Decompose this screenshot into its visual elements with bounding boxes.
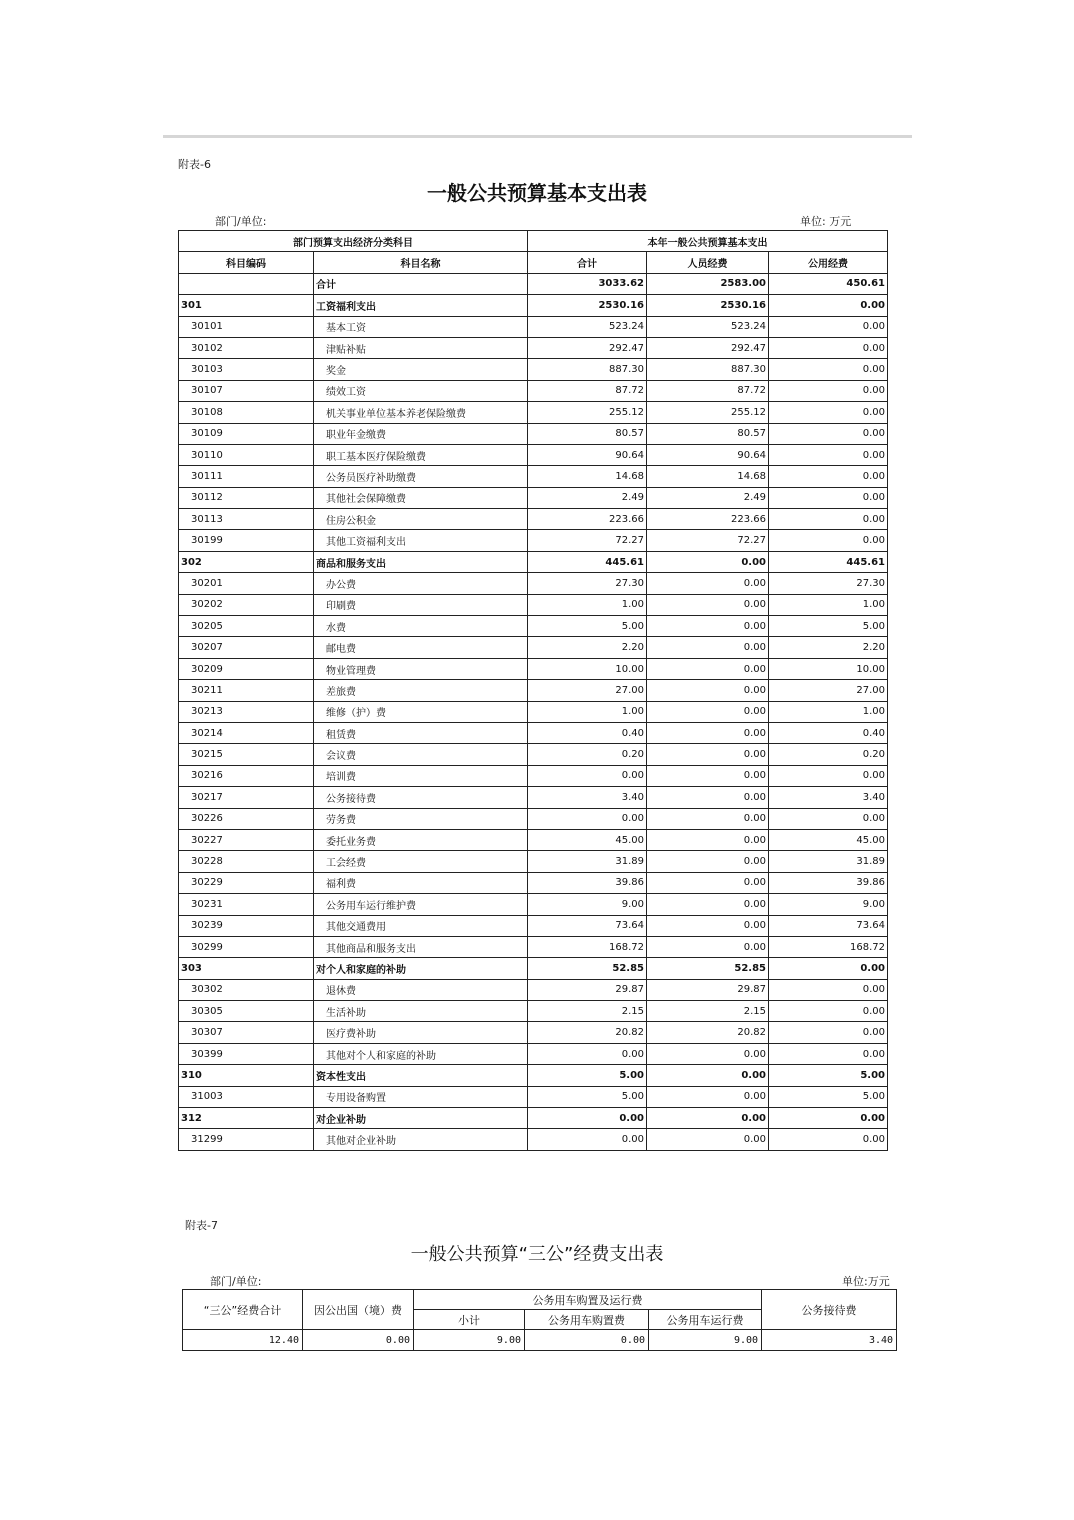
row-personnel: 887.30 xyxy=(647,359,769,380)
row-personnel: 0.00 xyxy=(647,680,769,701)
row-name: 专用设备购置 xyxy=(314,1086,528,1107)
row-public: 0.00 xyxy=(769,958,888,979)
row-name: 机关事业单位基本养老保险缴费 xyxy=(314,402,528,423)
row-total: 9.00 xyxy=(528,894,647,915)
row-total: 0.20 xyxy=(528,744,647,765)
basic-expenditure-table xyxy=(178,230,888,1151)
row-code: 30215 xyxy=(179,744,314,765)
table-body xyxy=(179,273,888,1150)
row-name: 差旅费 xyxy=(314,680,528,701)
header-total: 合计 xyxy=(528,252,647,273)
row-name: 会议费 xyxy=(314,744,528,765)
table-row xyxy=(179,1001,888,1022)
row-total: 0.00 xyxy=(528,1129,647,1150)
header-sangong-total: “三公”经费合计 xyxy=(183,1290,303,1330)
row-name: 资本性支出 xyxy=(314,1065,528,1086)
row-public: 5.00 xyxy=(769,616,888,637)
row-name: 邮电费 xyxy=(314,637,528,658)
row-personnel: 0.00 xyxy=(647,1065,769,1086)
row-name: 其他工资福利支出 xyxy=(314,530,528,551)
row-public: 0.40 xyxy=(769,722,888,743)
row-name: 住房公积金 xyxy=(314,509,528,530)
row-personnel: 0.00 xyxy=(647,872,769,893)
row-total: 45.00 xyxy=(528,829,647,850)
row-public: 0.00 xyxy=(769,487,888,508)
row-total: 14.68 xyxy=(528,466,647,487)
table-row xyxy=(179,872,888,893)
row-total: 39.86 xyxy=(528,872,647,893)
table-row xyxy=(179,979,888,1000)
row-personnel: 0.00 xyxy=(647,915,769,936)
table-row xyxy=(179,295,888,316)
table-row xyxy=(179,1108,888,1129)
row-public: 0.00 xyxy=(769,444,888,465)
row-name: 对企业补助 xyxy=(314,1108,528,1129)
row-code: 30102 xyxy=(179,337,314,358)
row-total: 27.30 xyxy=(528,573,647,594)
row-code: 30199 xyxy=(179,530,314,551)
row-code: 30307 xyxy=(179,1022,314,1043)
row-total: 72.27 xyxy=(528,530,647,551)
row-public: 45.00 xyxy=(769,829,888,850)
row-code: 30110 xyxy=(179,444,314,465)
table-row xyxy=(179,1086,888,1107)
row-name: 工资福利支出 xyxy=(314,295,528,316)
row-code: 302 xyxy=(179,551,314,572)
row-total: 1.00 xyxy=(528,701,647,722)
header-reception: 公务接待费 xyxy=(762,1290,897,1330)
row-name: 水费 xyxy=(314,616,528,637)
row-code: 30112 xyxy=(179,487,314,508)
table1-dept-label: 部门/单位: xyxy=(215,215,267,228)
row-total: 87.72 xyxy=(528,380,647,401)
table-row xyxy=(179,487,888,508)
row-name: 培训费 xyxy=(314,765,528,786)
row-public: 31.89 xyxy=(769,851,888,872)
table-row xyxy=(179,444,888,465)
top-divider xyxy=(163,135,912,138)
table-row xyxy=(179,894,888,915)
row-total: 5.00 xyxy=(528,1065,647,1086)
table-row xyxy=(179,380,888,401)
row-personnel: 90.64 xyxy=(647,444,769,465)
header-code: 科目编码 xyxy=(179,252,314,273)
row-personnel: 0.00 xyxy=(647,1043,769,1064)
row-total: 223.66 xyxy=(528,509,647,530)
row-personnel: 0.00 xyxy=(647,701,769,722)
row-name: 其他商品和服务支出 xyxy=(314,936,528,957)
row-total: 29.87 xyxy=(528,979,647,1000)
row-personnel: 2530.16 xyxy=(647,295,769,316)
row-name: 生活补助 xyxy=(314,1001,528,1022)
header-basic-expenditure: 本年一般公共预算基本支出 xyxy=(528,231,888,252)
row-name: 福利费 xyxy=(314,872,528,893)
row-public: 1.00 xyxy=(769,701,888,722)
table-row xyxy=(179,337,888,358)
row-personnel: 2583.00 xyxy=(647,273,769,294)
table-row xyxy=(179,658,888,679)
row-code xyxy=(179,273,314,294)
row-personnel: 0.00 xyxy=(647,787,769,808)
row-public: 3.40 xyxy=(769,787,888,808)
row-public: 5.00 xyxy=(769,1086,888,1107)
row-public: 0.00 xyxy=(769,295,888,316)
row-total: 445.61 xyxy=(528,551,647,572)
row-code: 30399 xyxy=(179,1043,314,1064)
table-row xyxy=(179,680,888,701)
row-name: 工会经费 xyxy=(314,851,528,872)
row-total: 2530.16 xyxy=(528,295,647,316)
table-row xyxy=(179,787,888,808)
table-row xyxy=(183,1330,897,1351)
row-name: 劳务费 xyxy=(314,808,528,829)
row-name: 商品和服务支出 xyxy=(314,551,528,572)
table-row xyxy=(179,722,888,743)
row-personnel: 2.49 xyxy=(647,487,769,508)
row-code: 30216 xyxy=(179,765,314,786)
row-personnel: 0.00 xyxy=(647,637,769,658)
table-row xyxy=(179,402,888,423)
row-personnel: 0.00 xyxy=(647,808,769,829)
row-code: 30299 xyxy=(179,936,314,957)
row-personnel: 0.00 xyxy=(647,722,769,743)
row-code: 301 xyxy=(179,295,314,316)
annex-label-7: 附表-7 xyxy=(185,1219,218,1232)
row-total: 2.15 xyxy=(528,1001,647,1022)
row-personnel: 0.00 xyxy=(647,551,769,572)
header-public: 公用经费 xyxy=(769,252,888,273)
row-public: 0.00 xyxy=(769,1129,888,1150)
row-public: 0.00 xyxy=(769,337,888,358)
row-public: 0.00 xyxy=(769,979,888,1000)
table-row xyxy=(179,573,888,594)
table-row xyxy=(179,359,888,380)
row-public: 0.00 xyxy=(769,380,888,401)
table-row xyxy=(179,958,888,979)
table-row xyxy=(179,551,888,572)
row-public: 0.00 xyxy=(769,765,888,786)
table-row xyxy=(179,273,888,294)
row-total: 80.57 xyxy=(528,423,647,444)
header-vehicle-operation: 公务用车运行费 xyxy=(649,1310,762,1330)
header-abroad: 因公出国（境）费 xyxy=(303,1290,414,1330)
table-row xyxy=(179,423,888,444)
row-public: 0.00 xyxy=(769,530,888,551)
row-total: 3033.62 xyxy=(528,273,647,294)
row-total: 0.40 xyxy=(528,722,647,743)
table-row xyxy=(179,616,888,637)
header-personnel: 人员经费 xyxy=(647,252,769,273)
table-row xyxy=(179,808,888,829)
row-total: 10.00 xyxy=(528,658,647,679)
table-row xyxy=(179,466,888,487)
row-public: 0.00 xyxy=(769,808,888,829)
row-name: 津贴补贴 xyxy=(314,337,528,358)
row-name: 奖金 xyxy=(314,359,528,380)
row-code: 31299 xyxy=(179,1129,314,1150)
row-name: 其他对个人和家庭的补助 xyxy=(314,1043,528,1064)
row-personnel: 0.00 xyxy=(647,594,769,615)
row-total: 5.00 xyxy=(528,616,647,637)
row-public: 0.00 xyxy=(769,1108,888,1129)
row-name: 物业管理费 xyxy=(314,658,528,679)
annex-label-6: 附表-6 xyxy=(178,158,211,171)
row-code: 30201 xyxy=(179,573,314,594)
row-personnel: 20.82 xyxy=(647,1022,769,1043)
row-public: 0.00 xyxy=(769,316,888,337)
row-public: 0.00 xyxy=(769,1022,888,1043)
header-vehicle-purchase: 公务用车购置费 xyxy=(525,1310,649,1330)
row-public: 73.64 xyxy=(769,915,888,936)
table1-title: 一般公共预算基本支出表 xyxy=(427,181,647,205)
row-personnel: 0.00 xyxy=(647,658,769,679)
row-public: 0.00 xyxy=(769,402,888,423)
row-code: 30229 xyxy=(179,872,314,893)
row-code: 31003 xyxy=(179,1086,314,1107)
row-code: 30214 xyxy=(179,722,314,743)
row-code: 30228 xyxy=(179,851,314,872)
row-personnel: 52.85 xyxy=(647,958,769,979)
row-code: 30239 xyxy=(179,915,314,936)
row-name: 其他社会保障缴费 xyxy=(314,487,528,508)
row-personnel: 0.00 xyxy=(647,1108,769,1129)
row-total: 168.72 xyxy=(528,936,647,957)
value-vehicle-operation: 9.00 xyxy=(649,1330,762,1351)
table-row xyxy=(179,744,888,765)
header-vehicle-group: 公务用车购置及运行费 xyxy=(414,1290,762,1310)
table-row xyxy=(179,1065,888,1086)
row-code: 30103 xyxy=(179,359,314,380)
row-code: 30107 xyxy=(179,380,314,401)
header-economic-classification: 部门预算支出经济分类科目 xyxy=(179,231,528,252)
row-public: 450.61 xyxy=(769,273,888,294)
row-total: 523.24 xyxy=(528,316,647,337)
row-total: 73.64 xyxy=(528,915,647,936)
row-personnel: 0.00 xyxy=(647,1129,769,1150)
table-row xyxy=(179,765,888,786)
row-code: 30209 xyxy=(179,658,314,679)
row-code: 30305 xyxy=(179,1001,314,1022)
row-personnel: 0.00 xyxy=(647,936,769,957)
row-total: 0.00 xyxy=(528,765,647,786)
value-vehicle-purchase: 0.00 xyxy=(525,1330,649,1351)
row-total: 0.00 xyxy=(528,1108,647,1129)
row-name: 公务接待费 xyxy=(314,787,528,808)
header-name: 科目名称 xyxy=(314,252,528,273)
row-personnel: 0.00 xyxy=(647,1086,769,1107)
row-total: 887.30 xyxy=(528,359,647,380)
row-personnel: 0.00 xyxy=(647,616,769,637)
row-total: 255.12 xyxy=(528,402,647,423)
row-name: 基本工资 xyxy=(314,316,528,337)
row-total: 292.47 xyxy=(528,337,647,358)
row-public: 0.00 xyxy=(769,466,888,487)
row-public: 10.00 xyxy=(769,658,888,679)
row-code: 30207 xyxy=(179,637,314,658)
row-public: 0.00 xyxy=(769,509,888,530)
row-public: 27.00 xyxy=(769,680,888,701)
row-total: 52.85 xyxy=(528,958,647,979)
row-name: 对个人和家庭的补助 xyxy=(314,958,528,979)
row-public: 39.86 xyxy=(769,872,888,893)
row-name: 绩效工资 xyxy=(314,380,528,401)
row-code: 30211 xyxy=(179,680,314,701)
table-row xyxy=(179,1129,888,1150)
row-name: 医疗费补助 xyxy=(314,1022,528,1043)
table-row xyxy=(179,915,888,936)
row-name: 委托业务费 xyxy=(314,829,528,850)
row-code: 30231 xyxy=(179,894,314,915)
table-row xyxy=(179,829,888,850)
row-public: 27.30 xyxy=(769,573,888,594)
row-personnel: 2.15 xyxy=(647,1001,769,1022)
row-code: 30113 xyxy=(179,509,314,530)
row-personnel: 0.00 xyxy=(647,744,769,765)
row-name: 维修（护）费 xyxy=(314,701,528,722)
table-row xyxy=(179,637,888,658)
row-personnel: 523.24 xyxy=(647,316,769,337)
row-total: 31.89 xyxy=(528,851,647,872)
row-total: 0.00 xyxy=(528,1043,647,1064)
row-name: 职业年金缴费 xyxy=(314,423,528,444)
row-total: 3.40 xyxy=(528,787,647,808)
table-row xyxy=(179,936,888,957)
row-personnel: 87.72 xyxy=(647,380,769,401)
value-reception: 3.40 xyxy=(762,1330,897,1351)
value-sangong-total: 12.40 xyxy=(183,1330,303,1351)
row-code: 30108 xyxy=(179,402,314,423)
table2-dept-label: 部门/单位: xyxy=(210,1275,262,1288)
row-total: 2.49 xyxy=(528,487,647,508)
row-public: 0.00 xyxy=(769,1043,888,1064)
table2-title: 一般公共预算“三公”经费支出表 xyxy=(410,1244,664,1265)
row-code: 312 xyxy=(179,1108,314,1129)
row-personnel: 0.00 xyxy=(647,765,769,786)
value-abroad: 0.00 xyxy=(303,1330,414,1351)
row-public: 2.20 xyxy=(769,637,888,658)
row-personnel: 255.12 xyxy=(647,402,769,423)
row-personnel: 29.87 xyxy=(647,979,769,1000)
row-code: 30109 xyxy=(179,423,314,444)
row-name: 印刷费 xyxy=(314,594,528,615)
table-row xyxy=(179,530,888,551)
row-name: 退休费 xyxy=(314,979,528,1000)
row-code: 30227 xyxy=(179,829,314,850)
header-subtotal: 小计 xyxy=(414,1310,525,1330)
sangong-expenditure-table xyxy=(182,1289,897,1351)
row-name: 租赁费 xyxy=(314,722,528,743)
row-personnel: 0.00 xyxy=(647,829,769,850)
row-public: 0.00 xyxy=(769,359,888,380)
row-name: 公务员医疗补助缴费 xyxy=(314,466,528,487)
row-total: 5.00 xyxy=(528,1086,647,1107)
row-code: 310 xyxy=(179,1065,314,1086)
row-code: 30217 xyxy=(179,787,314,808)
row-name: 办公费 xyxy=(314,573,528,594)
table-row xyxy=(179,1022,888,1043)
row-public: 168.72 xyxy=(769,936,888,957)
row-total: 27.00 xyxy=(528,680,647,701)
row-personnel: 0.00 xyxy=(647,573,769,594)
table2-unit-label: 单位:万元 xyxy=(842,1275,890,1288)
table-row xyxy=(179,509,888,530)
row-public: 445.61 xyxy=(769,551,888,572)
row-name: 其他交通费用 xyxy=(314,915,528,936)
row-name: 公务用车运行维护费 xyxy=(314,894,528,915)
row-code: 303 xyxy=(179,958,314,979)
row-personnel: 14.68 xyxy=(647,466,769,487)
table-row xyxy=(179,1043,888,1064)
row-code: 30205 xyxy=(179,616,314,637)
row-personnel: 0.00 xyxy=(647,851,769,872)
row-personnel: 0.00 xyxy=(647,894,769,915)
row-code: 30101 xyxy=(179,316,314,337)
row-public: 0.00 xyxy=(769,1001,888,1022)
row-public: 1.00 xyxy=(769,594,888,615)
row-personnel: 223.66 xyxy=(647,509,769,530)
row-total: 0.00 xyxy=(528,808,647,829)
table-row xyxy=(179,851,888,872)
row-public: 5.00 xyxy=(769,1065,888,1086)
row-code: 30213 xyxy=(179,701,314,722)
row-public: 0.00 xyxy=(769,423,888,444)
row-personnel: 292.47 xyxy=(647,337,769,358)
row-name: 职工基本医疗保险缴费 xyxy=(314,444,528,465)
table-row xyxy=(179,316,888,337)
table1-unit-label: 单位: 万元 xyxy=(800,215,852,228)
row-total: 1.00 xyxy=(528,594,647,615)
row-total: 20.82 xyxy=(528,1022,647,1043)
row-total: 2.20 xyxy=(528,637,647,658)
row-name: 合计 xyxy=(314,273,528,294)
row-code: 30226 xyxy=(179,808,314,829)
row-personnel: 80.57 xyxy=(647,423,769,444)
row-name: 其他对企业补助 xyxy=(314,1129,528,1150)
row-code: 30111 xyxy=(179,466,314,487)
row-personnel: 72.27 xyxy=(647,530,769,551)
row-public: 0.20 xyxy=(769,744,888,765)
row-code: 30202 xyxy=(179,594,314,615)
value-subtotal: 9.00 xyxy=(414,1330,525,1351)
row-total: 90.64 xyxy=(528,444,647,465)
row-public: 9.00 xyxy=(769,894,888,915)
table-row xyxy=(179,594,888,615)
table-row xyxy=(179,701,888,722)
row-code: 30302 xyxy=(179,979,314,1000)
